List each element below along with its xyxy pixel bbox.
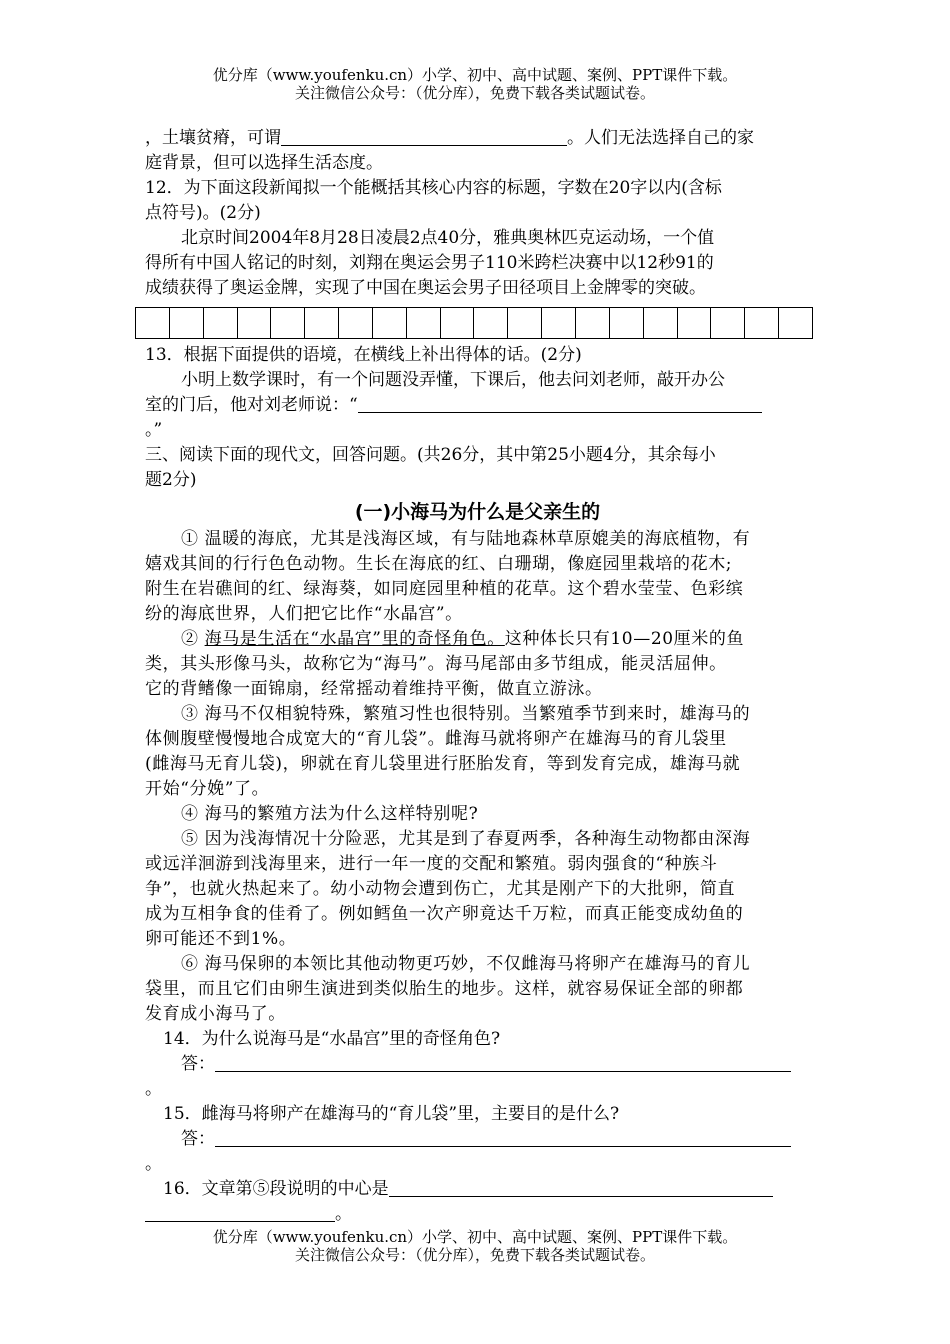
grid-cell[interactable]: [610, 308, 644, 338]
q14-end: 。: [145, 1079, 162, 1099]
paragraph-5-line: 争”，也就火热起来了。幼小动物会遭到伤亡，尤其是刚产下的大批卵，简直: [145, 879, 736, 899]
grid-cell[interactable]: [305, 308, 339, 338]
q16-end: 。: [335, 1204, 352, 1224]
q15-answer-blank[interactable]: [215, 1127, 791, 1147]
grid-cell[interactable]: [238, 308, 272, 338]
answer-label: 答：: [181, 1129, 215, 1149]
grid-cell[interactable]: [136, 308, 170, 338]
grid-cell[interactable]: [170, 308, 204, 338]
q16-answer-line-2: [145, 1202, 810, 1227]
grid-cell[interactable]: [407, 308, 441, 338]
paragraph-3-line: 开始“分娩”了。: [145, 779, 270, 799]
grid-cell[interactable]: [745, 308, 779, 338]
grid-cell[interactable]: [779, 308, 812, 338]
q12-prompt-1: 12．为下面这段新闻拟一个能概括其核心内容的标题，字数在20字以内(含标: [145, 178, 722, 198]
question-15: 15．雌海马将卵产在雄海马的“育儿袋”里，主要目的是什么?: [163, 1104, 620, 1124]
question-14: 14．为什么说海马是“水晶宫”里的奇怪角色?: [163, 1029, 501, 1049]
q11-answer-blank[interactable]: [281, 126, 567, 146]
grid-cell[interactable]: [271, 308, 305, 338]
grid-cell[interactable]: [508, 308, 542, 338]
grid-cell[interactable]: [644, 308, 678, 338]
q11-line-1: [145, 126, 810, 151]
grid-cell[interactable]: [711, 308, 745, 338]
q16-answer-blank-2[interactable]: [145, 1202, 335, 1222]
page-footer: [0, 1228, 950, 1264]
q14-answer-line: [145, 1052, 810, 1077]
q15-answer-line: [145, 1127, 810, 1152]
grid-cell[interactable]: [204, 308, 238, 338]
q13-answer-blank[interactable]: [358, 393, 762, 413]
q12-news-1: 北京时间2004年8月28日凌晨2点40分，雅典奥林匹克运动场，一个值: [181, 228, 715, 248]
q16-text: 16．文章第⑤段说明的中心是: [163, 1179, 389, 1199]
paragraph-1-line: 附生在岩礁间的红、绿海葵，如同庭园里种植的花草。这个碧水莹莹、色彩缤: [145, 579, 744, 599]
q11-line-2: 庭背景，但可以选择生活态度。: [145, 153, 383, 173]
underlined-sentence: 海马是生活在“水晶宫”里的奇怪角色。: [204, 629, 505, 649]
paragraph-5-line: ⑤ 因为浅海情况十分险恶，尤其是到了春夏两季，各种海生动物都由深海: [181, 829, 751, 849]
paragraph-1-line: 纷的海底世界，人们把它比作“水晶宫”。: [145, 604, 463, 624]
paragraph-3-line: (雌海马无育儿袋)，卵就在育儿袋里进行胚胎发育，等到发育完成，雄海马就: [145, 754, 741, 774]
paragraph-2-line: 它的背鳍像一面锦扇，经常摇动着维持平衡，做直立游泳。: [145, 679, 603, 699]
q13-text: 室的门后，他对刘老师说：“: [145, 395, 358, 415]
q15-end: 。: [145, 1154, 162, 1174]
paragraph-1-line: 嬉戏其间的行行色色动物。生长在海底的红、白珊瑚，像庭园里栽培的花木;: [145, 554, 733, 574]
header-line-2: 关注微信公众号：（优分库），免费下载各类试题试卷。: [294, 84, 655, 102]
q13-context-1: 小明上数学课时，有一个问题没弄懂，下课后，他去问刘老师，敲开办公: [181, 370, 725, 390]
question-16: [145, 1177, 810, 1202]
grid-cell[interactable]: [441, 308, 475, 338]
exam-content: [145, 126, 810, 1227]
q13-context-2: [145, 393, 810, 418]
grid-cell[interactable]: [339, 308, 373, 338]
grid-cell[interactable]: [678, 308, 712, 338]
article-title: (一)小海马为什么是父亲生的: [354, 501, 601, 523]
footer-line-1: 优分库（www.youfenku.cn）小学、初中、高中试题、案例、PPT课件下载。: [212, 1228, 738, 1246]
q11-text-b: 。人们无法选择自己的家: [567, 128, 754, 148]
q14-answer-blank[interactable]: [215, 1052, 791, 1072]
paragraph-1-line: ① 温暖的海底，尤其是浅海区域，有与陆地森林草原媲美的海底植物，有: [181, 529, 751, 549]
header-line-1: 优分库（www.youfenku.cn）小学、初中、高中试题、案例、PPT课件下载。: [212, 66, 738, 84]
q11-text-a: ，土壤贫瘠，可谓: [145, 128, 281, 148]
paragraph-2-text: 这种体长只有10—20厘米的鱼: [504, 629, 745, 649]
paragraph-3-line: 体侧腹壁慢慢地合成宽大的“育儿袋”。雌海马就将卵产在雄海马的育儿袋里: [145, 729, 727, 749]
answer-label: 答：: [181, 1054, 215, 1074]
q12-news-2: 得所有中国人铭记的时刻，刘翔在奥运会男子110米跨栏决赛中以12秒91的: [145, 253, 714, 273]
grid-cell[interactable]: [576, 308, 610, 338]
grid-cell[interactable]: [474, 308, 508, 338]
q13-context-3: 。”: [145, 420, 163, 440]
paragraph-6-line: 发育成小海马了。: [145, 1004, 286, 1024]
paragraph-3-line: ③ 海马不仅相貌特殊，繁殖习性也很特别。当繁殖季节到来时，雄海马的: [181, 704, 751, 724]
paragraph-5-line: 成为互相争食的佳肴了。例如鳕鱼一次产卵竟达千万粒，而真正能变成幼鱼的: [145, 904, 744, 924]
q13-prompt: 13．根据下面提供的语境，在横线上补出得体的话。(2分): [145, 345, 582, 365]
section-3-heading-1: 三、阅读下面的现代文，回答问题。(共26分，其中第25小题4分，其余每小: [145, 445, 716, 465]
q16-answer-blank[interactable]: [389, 1177, 773, 1197]
paragraph-5-line: 卵可能还不到1%。: [145, 929, 297, 949]
q12-news-3: 成绩获得了奥运金牌，实现了中国在奥运会男子田径项目上金牌零的突破。: [145, 278, 706, 298]
grid-cell[interactable]: [373, 308, 407, 338]
paragraph-5-line: 或远洋洄游到浅海里来，进行一年一度的交配和繁殖。弱肉强食的“种族斗: [145, 854, 718, 874]
paragraph-number: ②: [181, 629, 205, 649]
section-3-heading-2: 题2分): [145, 470, 197, 490]
q12-answer-grid[interactable]: [135, 307, 813, 339]
paragraph-4-line: ④ 海马的繁殖方法为什么这样特别呢?: [181, 804, 479, 824]
paragraph-2-line: [145, 627, 810, 652]
paragraph-2-line: 类，其头形像马头，故称它为“海马”。海马尾部由多节组成，能灵活屈伸。: [145, 654, 727, 674]
page-header: [0, 66, 950, 102]
paragraph-6-line: ⑥ 海马保卵的本领比其他动物更巧妙，不仅雌海马将卵产在雄海马的育儿: [181, 954, 751, 974]
grid-cell[interactable]: [542, 308, 576, 338]
q12-prompt-2: 点符号)。(2分): [145, 203, 261, 223]
footer-line-2: 关注微信公众号：（优分库），免费下载各类试题试卷。: [294, 1246, 655, 1264]
paragraph-6-line: 袋里，而且它们由卵生演进到类似胎生的地步。这样，就容易保证全部的卵都: [145, 979, 744, 999]
